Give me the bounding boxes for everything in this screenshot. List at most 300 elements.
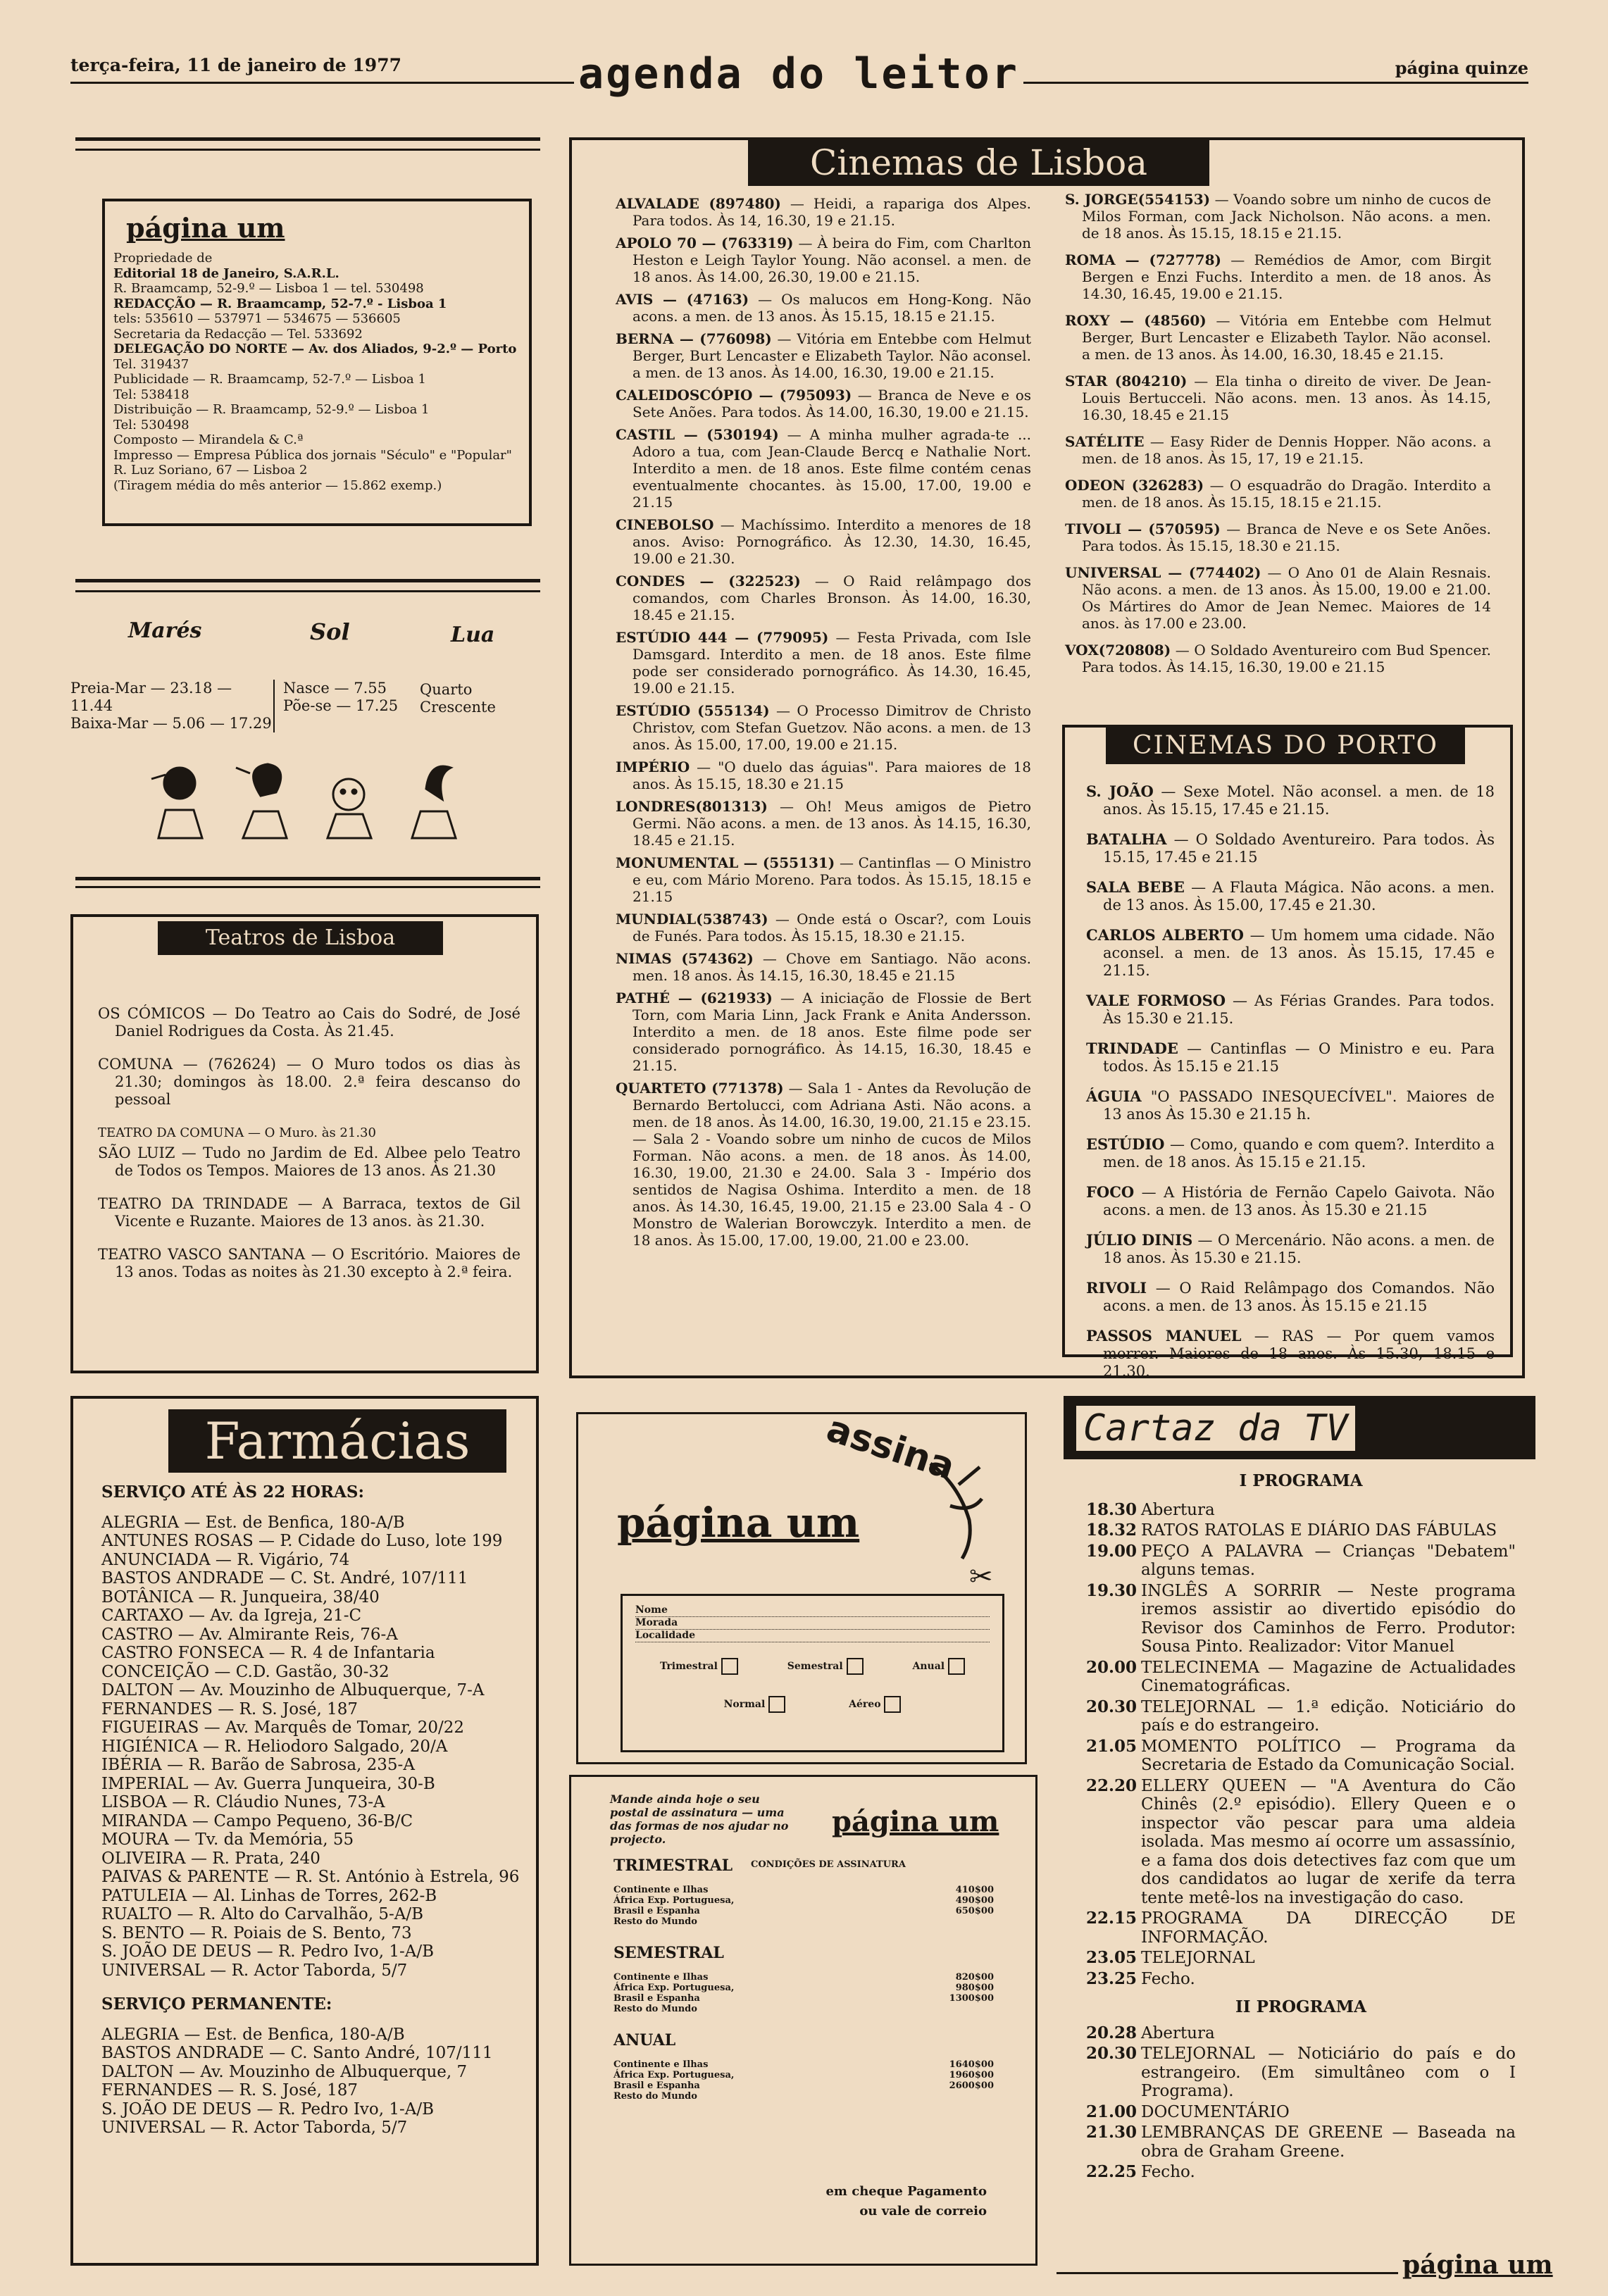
tv-content [1086,1472,1516,2184]
tv-time: 20.28 [1086,2023,1138,2042]
pharmacy-entry: LISBOA — R. Cláudio Nunes, 73-A [101,1793,385,1811]
cinema-entry [616,235,1031,285]
destination-label: Brasil e Espanha [613,1906,700,1916]
cinema-program: — Onde está o Oscar?, com Louis de Funés. Para todos. Às 15.15, 18.30 e 21.15. [632,911,1031,944]
masthead-line: Secretaria da Redacção — Tel. 533692 [113,326,363,342]
cinemas-porto-title: CINEMAS DO PORTO [1106,728,1465,764]
cinema-porto-entry [1086,1087,1495,1123]
teatros-box [70,914,539,1373]
weather-figures-illustration [137,754,525,845]
masthead-line: tels: 535610 — 537971 — 534675 — 536605 [113,311,401,326]
cinema-name: SALA BEBE [1086,878,1185,896]
sunrise: Nasce — 7.55 [283,680,387,697]
masthead-line: DELEGAÇÃO DO NORTE — Av. dos Aliados, 9-2.º — Porto [113,342,517,356]
destination-label: Resto do Mundo [613,1916,697,1927]
moon-heading: Lua [451,623,495,647]
cinema-program: — Os malucos em Hong-Kong. Não acons. a men. de 13 anos. Às 15.15, 18.15 e 21.15. [632,291,1032,325]
conditions-periods [613,1857,994,2119]
tv-entry [1086,1659,1516,1696]
pharmacy-entry: IBÉRIA — R. Barão de Sabrosa, 235-A [101,1756,415,1774]
tv-time: 22.20 [1086,1776,1138,1795]
farmacias-heading-22h: SERVIÇO ATÉ ÀS 22 HORAS: [101,1483,364,1502]
masthead-line: Propriedade de [113,251,213,266]
checkbox-icon [721,1658,738,1675]
footer-logo: página um [1398,2250,1553,2280]
destination-label: Continente e Ilhas [613,1972,709,1983]
cinema-name: CASTIL — (530194) [616,426,779,443]
price-row [613,2070,994,2080]
pharmacy-entry: ANTUNES ROSAS — P. Cidade do Luso, lote 199 [101,1532,503,1550]
pharmacy-entry: S. JOÃO DE DEUS — R. Pedro Ivo, 1-A/B [101,1942,435,1961]
teatro-entry: TEATRO VASCO SANTANA — O Escritório. Maiores de 13 anos. Todas as noites às 21.30 excepto à 2.ª feira. [98,1246,521,1280]
sunset: Põe-se — 17.25 [283,697,399,714]
cinemas-lisboa-right-column [1065,191,1491,685]
tv-entry [1086,1777,1516,1908]
tv-entry [1086,1542,1516,1580]
cinema-program: — O Soldado Aventureiro com Bud Spencer. Para todos. Às 14.15, 16.30, 19.00 e 21.15 [1082,642,1492,675]
pharmacy-entry: MIRANDA — Campo Pequeno, 36-B/C [101,1811,413,1830]
cinema-name: STAR (804210) [1065,373,1188,389]
conditions-heading: CONDIÇÕES DE ASSINATURA [751,1859,906,1870]
subscription-conditions-box [569,1775,1037,2266]
pharmacy-entry: ALEGRIA — Est. de Benfica, 180-A/B [101,2025,405,2044]
tv-description: MOMENTO POLÍTICO — Programa da Secretaria de Estado da Comunicação Social. [1141,1737,1516,1774]
cinemas-porto-box [1062,725,1513,1380]
tv-entry [1086,2163,1516,2182]
cinema-entry [616,854,1031,905]
cinema-name: ÁGUIA [1086,1087,1142,1105]
masthead-line: REDACÇÃO — R. Braamcamp, 52-7.º - Lisboa 1 [113,296,447,311]
price-row [613,1895,994,1906]
period-name: TRIMESTRAL [613,1857,733,1875]
pharmacy-entry: OLIVEIRA — R. Prata, 240 [101,1849,320,1868]
tv-description: Fecho. [1141,2163,1195,2181]
destination-label: África Exp. Portuguesa, [613,2070,735,2080]
tv-box [1064,1396,1535,2266]
pharmacy-entry: HIGIÉNICA — R. Heliodoro Salgado, 20/A [101,1737,448,1756]
low-tide: Baixa-Mar — 5.06 — 17.29 [70,715,272,732]
cinema-name: CALEIDOSCÓPIO — (795093) [616,387,852,404]
tv-description: DOCUMENTÁRIO [1141,2102,1290,2121]
cinema-entry [616,629,1031,697]
pharmacy-entry: MOURA — Tv. da Memória, 55 [101,1830,354,1849]
price-value: 820$00 [955,1972,994,1983]
price-row [613,1916,994,1927]
pharmacy-entry: BASTOS ANDRADE — C. Santo André, 107/111 [101,2044,493,2062]
pharmacy-entry: FERNANDES — R. S. José, 187 [101,1699,359,1718]
tv-programa-1-list [1086,1501,1516,1989]
teatro-entry: TEATRO DA TRINDADE — A Barraca, textos de Gil Vicente e Ruzante. Maiores de 13 anos. às 21.30. [98,1195,521,1230]
tides-block [70,613,549,866]
masthead-line: R. Braamcamp, 52-9.º — Lisboa 1 — tel. 530498 [113,281,424,296]
cinema-name: BERNA — (776098) [616,330,772,347]
masthead-logo: página um [126,212,285,244]
price-value: 490$00 [955,1895,994,1906]
cinema-program: — Sexe Motel. Não aconsel. a men. de 18 anos. Às 15.15, 17.45 e 21.15. [1103,783,1495,818]
cinema-name: MONUMENTAL — (555131) [616,854,835,871]
cinema-name: CARLOS ALBERTO [1086,926,1244,944]
conditions-intro: Mande ainda hoje o seu postal de assinatura — uma das formas de nos ajudar no projecto. [610,1792,789,1846]
moon-phase: Quarto Crescente [420,681,496,716]
cinema-name: S. JOÃO [1086,782,1154,800]
cinema-name: VOX(720808) [1065,642,1171,659]
destination-label: Continente e Ilhas [613,1885,709,1895]
masthead-line: (Tiragem média do mês anterior — 15.862 exemp.) [113,478,442,493]
tv-description: LEMBRANÇAS DE GREENE — Baseada na obra de Graham Greene. [1141,2123,1516,2161]
pharmacy-entry: BOTÂNICA — R. Junqueira, 38/40 [101,1587,380,1606]
cinema-name: JÚLIO DINIS [1086,1231,1193,1249]
cinema-name: BATALHA [1086,830,1167,848]
masthead-box [102,199,532,526]
cinema-entry [1065,564,1491,632]
farmacias-content [101,1483,524,2138]
cinema-program: — Cantinflas — O Ministro e eu, com Mário Moreno. Para todos. Às 15.15, 18.15 e 21.15 [632,854,1031,905]
pharmacy-entry: UNIVERSAL — R. Actor Taborda, 5/7 [101,2119,408,2137]
tv-time: 22.15 [1086,1909,1138,1928]
checkbox-icon [847,1658,864,1675]
tv-entry [1086,1582,1516,1657]
cinema-program: — Um homem uma cidade. Não aconsel. a men. de 13 anos. Às 15.15, 17.45 e 21.15. [1103,927,1495,979]
cinema-name: LONDRES(801313) [616,798,768,815]
tv-description: TELEJORNAL — 1.ª edição. Noticiário do país e do estrangeiro. [1141,1697,1516,1735]
checkbox-icon [884,1696,901,1713]
cinema-entry [616,291,1031,325]
page-header [70,49,1528,113]
cinema-program: — A Flauta Mágica. Não acons. a men. de 13 anos. Às 15.00, 17.45 e 21.30. [1103,879,1495,913]
cinema-porto-entry [1086,1040,1495,1075]
masthead-line: Distribuição — R. Braamcamp, 52-9.º — Lisboa 1 [113,402,430,417]
cinema-entry [616,950,1031,984]
tv-programa-2-heading: II PROGRAMA [1235,1997,1366,2016]
cinema-program: — Chove em Santiago. Não acons. men. 18 anos. Às 14.15, 16.30, 18.45 e 21.15 [632,950,1032,984]
form-address-field[interactable] [635,1617,990,1630]
scissors-icon: ✂ [969,1561,993,1593]
masthead-details [113,251,521,493]
pharmacy-entry: FIGUEIRAS — Av. Marquês de Tomar, 20/22 [101,1718,465,1737]
cinema-program: — Branca de Neve e os Sete Anões. Para todos. Às 15.15, 18.30 e 21.15. [1082,520,1492,554]
cinema-program: "O PASSADO INESQUECÍVEL". Maiores de 13 anos Às 15.30 e 21.15 h. [1103,1088,1495,1123]
cinema-program: — Machíssimo. Interdito a menores de 18 anos. Aviso: Pornográfico. Às 12.30, 14.30, 16.45, 19.00 e 21.30. [632,516,1031,567]
locality-label: Localidade [635,1630,695,1641]
price-row [613,1885,994,1895]
cinema-program: — A iniciação de Flossie de Bert Torn, com Maria Linn, Jack Frank e Anita Andersson. Interdito a men. de 18 anos. Este filme pode ser considerado pornográfico. Às 14.15, 16.30, 18.45 e 21.15. [632,990,1032,1074]
subscription-coupon [576,1407,1027,1764]
cinema-entry [1065,433,1491,467]
tv-entry [1086,2103,1516,2122]
cinema-entry [616,195,1031,229]
cinema-program: — À beira do Fim, com Charlton Heston e Leigh Taylor Young. Não aconsel. a men. de 18 anos. Às 14.00, 26.30, 19.00 e 21.15. [632,235,1031,285]
conditions-period [613,1944,994,2014]
teatro-entry: COMUNA — (762624) — O Muro todos os dias às 21.30; domingos às 18.00. 2.ª feira descanso do pessoal [98,1056,521,1108]
cinema-program: — Sala 1 - Antes da Revolução de Bernardo Bertolucci, com Adriana Asti. Não acons. a men. de 18 anos. Às 14.00, 16.30, 19.00, 21.15 e 23.15. — Sala 2 - Voando sobre um ninho de cucos de Milos Forman. Não acons. a men. de 18 anos. Às 14.00, 16.30, 19.00, 21.30 e 24.00. Sala 3 - Império dos sentidos de Nagisa Oshima. Interdito a men. de 18 anos. Às 14.30, 16.45, 19.00, 21.15 e 23.00 Sala 4 - O Monstro de Walerian Borowczyk. Interdito a men. de 18 anos. Às 15.00, 17.00, 19.00, 21.00 e 23.00. [632,1080,1031,1249]
cinema-program: — A minha mulher agrada-te ... Adoro a tua, com Jean-Claude Bercq e Nathalie Nort. Interdito a men. de 18 anos. Este filme contém cenas eventualmente chocantes. às 15.00, 17.00, 19.00 e 21.15 [632,426,1032,511]
farmacias-list-22h [101,1514,524,1980]
masthead-line: Editorial 18 de Janeiro, S.A.R.L. [113,266,339,281]
cinema-entry [616,1080,1031,1249]
cinema-porto-entry [1086,1327,1495,1380]
cinema-porto-entry [1086,992,1495,1028]
tv-time: 19.00 [1086,1541,1138,1561]
tv-time: 21.00 [1086,2102,1138,2121]
cinema-name: SATÉLITE [1065,433,1145,450]
teatro-entry: TEATRO DA COMUNA — O Muro. às 21.30 [98,1125,376,1140]
tv-entry [1086,1698,1516,1735]
cinema-entry [616,426,1031,511]
page-number: página quinze [1390,58,1528,78]
cinema-name: ALVALADE (897480) [616,195,781,212]
cinema-name: AVIS — (47163) [616,291,749,308]
cinema-program: — RAS — Por quem vamos morrer. Maiores de 18 anos. Às 15.30, 18.15 e 21.30. [1103,1328,1495,1380]
pharmacy-entry: CARTAXO — Av. da Igreja, 21-C [101,1606,362,1625]
farmacias-list-permanente [101,2026,524,2138]
cinema-name: S. JORGE(554153) [1065,191,1211,208]
destination-label: Brasil e Espanha [613,2080,700,2091]
cinema-name: CONDES — (322523) [616,573,801,589]
tv-entry [1086,1949,1516,1968]
tv-entry [1086,1737,1516,1775]
tv-description: Fecho. [1141,1969,1195,1988]
tv-programa-2-list [1086,2024,1516,2182]
teatro-entry: OS CÓMICOS — Do Teatro ao Cais do Sodré, de José Daniel Rodrigues da Costa. Às 21.45. [98,1005,521,1040]
cinema-program: — Branca de Neve e os Sete Anões. Para todos. Às 14.00, 16.30, 19.00 e 21.15. [632,387,1032,420]
option-aereo[interactable] [849,1696,901,1713]
cinema-entry [616,330,1031,381]
price-value: 2600$00 [949,2080,994,2091]
pharmacy-entry: ALEGRIA — Est. de Benfica, 180-A/B [101,1513,405,1532]
tides-times [70,680,275,732]
cinema-porto-entry [1086,1231,1495,1267]
hand-pen-illustration [916,1456,994,1562]
teatros-list [98,1005,521,1297]
issue-date: terça-feira, 11 de janeiro de 1977 [70,55,407,75]
tv-time: 23.25 [1086,1969,1138,1988]
destination-label: África Exp. Portuguesa, [613,1895,735,1906]
period-name: SEMESTRAL [613,1944,724,1962]
cinema-name: RIVOLI [1086,1279,1147,1297]
masthead-line: Composto — Mirandela & C.ª [113,432,304,447]
tv-time: 22.25 [1086,2162,1138,2181]
price-row [613,2091,994,2102]
tv-description: Abertura [1141,1500,1215,1519]
pharmacy-entry: BASTOS ANDRADE — C. St. André, 107/111 [101,1569,468,1587]
cinema-program: — Voando sobre um ninho de cucos de Milos Forman, com Jack Nicholson. Não acons. a men. de 18 anos. Às 15.15, 18.15 e 21.15. [1082,191,1491,242]
price-value: 650$00 [955,1906,994,1916]
price-row [613,2059,994,2070]
tv-entry [1086,2045,1516,2101]
price-value: 410$00 [955,1885,994,1895]
cinema-program: — O Raid relâmpago dos comandos, com Charles Bronson. Às 14.00, 16.30, 18.45 e 21.15. [632,573,1032,623]
destination-label: África Exp. Portuguesa, [613,1983,735,1993]
tv-description: RATOS RATOLAS E DIÁRIO DAS FÁBULAS [1141,1521,1497,1540]
tv-time: 20.30 [1086,1697,1138,1716]
price-row [613,1983,994,1993]
tv-entry [1086,1521,1516,1540]
cinema-program: — Heidi, a rapariga dos Alpes. Para todos. Às 14, 16.30, 19 e 21.15. [632,195,1032,229]
cinema-entry [616,759,1031,792]
cinema-program: — Cantinflas — O Ministro e eu. Para todos. Às 15.15 e 21.15 [1103,1040,1495,1075]
destination-label: Resto do Mundo [613,2091,697,2102]
cinema-name: VALE FORMOSO [1086,992,1226,1009]
period-name: ANUAL [613,2031,676,2049]
sun-heading: Sol [310,618,350,645]
cinemas-lisboa-box [569,137,1525,1378]
tv-description: PROGRAMA DA DIRECÇÃO DE INFORMAÇÃO. [1141,1909,1516,1947]
section-title: agenda do leitor [574,49,1023,99]
checkbox-icon [768,1696,785,1713]
cinema-entry [1065,373,1491,423]
farmacias-heading-permanente: SERVIÇO PERMANENTE: [101,1995,332,2014]
price-value: 1960$00 [949,2070,994,2080]
tv-time: 18.30 [1086,1499,1138,1519]
price-row [613,1993,994,2004]
pharmacy-entry: RUALTO — R. Alto do Carvalhão, 5-A/B [101,1905,424,1923]
cinema-entry [1065,642,1491,675]
cinema-entry [616,516,1031,567]
cinema-name: TRINDADE [1086,1040,1178,1057]
cinema-program: — Ela tinha o direito de viver. De Jean-Louis Bertucceli. Não acons. men. 13 anos. Às 14.15, 16.30, 18.45 e 21.15 [1082,373,1491,423]
cinema-name: ODEON (326283) [1065,477,1204,494]
cinema-entry [1065,191,1491,242]
tv-description: TELECINEMA — Magazine de Actualidades Cinematográficas. [1141,1658,1516,1695]
cinema-porto-entry [1086,830,1495,866]
cinema-entry [616,990,1031,1074]
tv-description: TELEJORNAL [1141,1949,1255,1967]
cinema-name: ESTÚDIO (555134) [616,702,770,719]
price-row [613,1972,994,1983]
teatro-entry: SÃO LUIZ — Tudo no Jardim de Ed. Albee pelo Teatro de Todos os Tempos. Maiores de 13 anos. Às 21.30 [98,1144,521,1179]
high-tide: Preia-Mar — 23.18 — 11.44 [70,680,232,714]
cinema-program: — "O duelo das águias". Para maiores de 18 anos. Às 15.15, 18.30 e 21.15 [632,759,1031,792]
conditions-footer: em cheque Pagamento ou vale de correio [825,2184,987,2219]
cinemas-lisboa-title: Cinemas de Lisboa [748,140,1209,186]
tv-time: 19.30 [1086,1580,1138,1600]
pharmacy-entry: UNIVERSAL — R. Actor Taborda, 5/7 [101,1961,408,1980]
cinema-name: PASSOS MANUEL [1086,1327,1242,1344]
price-row [613,2004,994,2014]
address-label: Morada [635,1617,678,1628]
price-value: 1300$00 [949,1993,994,2004]
tv-entry [1086,2123,1516,2161]
cinema-program: — O Soldado Aventureiro. Para todos. Às 15.15, 17.45 e 21.15 [1103,831,1495,866]
tv-time: 20.30 [1086,2044,1138,2063]
checkbox-icon [948,1658,965,1675]
masthead-line: Publicidade — R. Braamcamp, 52-7.º — Lisboa 1 [113,372,426,387]
tv-time: 18.32 [1086,1521,1138,1540]
option-normal[interactable] [724,1696,786,1713]
tv-time: 21.05 [1086,1736,1138,1756]
normal-label: Normal [723,1699,766,1710]
name-label: Nome [635,1604,668,1616]
masthead-line: Tel. 319437 [113,356,189,372]
cinema-program: — Vitória em Entebbe com Helmut Berger, Burt Lencaster e Elizabeth Taylor. Não aconsel. a men. de 13 anos. Às 14.00, 16.30, 18.45 e 21.15. [1082,312,1491,363]
cinema-porto-entry [1086,878,1495,914]
price-value: 1640$00 [949,2059,994,2070]
option-anual[interactable] [913,1658,965,1675]
cinema-name: PATHÉ — (621933) [616,990,773,1006]
cinema-name: ROXY — (48560) [1065,312,1207,329]
pharmacy-entry: ANUNCIADA — R. Vigário, 74 [101,1550,350,1569]
farmacias-title: Farmácias [168,1409,506,1473]
cinema-entry [616,911,1031,944]
cinema-program: — As Férias Grandes. Para todos. Às 15.30 e 21.15. [1103,992,1495,1027]
option-trimestral[interactable] [660,1658,738,1675]
cinema-name: IMPÉRIO [616,759,690,775]
pharmacy-entry: DALTON — Av. Mouzinho de Albuquerque, 7 [101,2062,468,2081]
tv-description: INGLÊS A SORRIR — Neste programa iremos assistir ao divertido episódio do Revisor dos Caminhos de Ferro. Produtor: Sousa Pinto. Realizador: Vitor Manuel [1141,1581,1516,1656]
cinema-entry [1065,312,1491,363]
conditions-period [613,1857,994,1927]
cinema-name: ROMA — (727778) [1065,251,1221,268]
cinema-program: — Easy Rider de Dennis Hopper. Não acons. a men. de 18 anos. Às 15, 17, 19 e 21.15. [1082,433,1491,467]
cinema-name: ESTÚDIO [1086,1135,1165,1153]
assina-stamp: assina [821,1407,960,1489]
cinema-program: — O esquadrão do Dragão. Interdito a men. de 18 anos. Às 15.15, 18.15 e 21.15. [1082,477,1491,511]
aereo-label: Aéreo [849,1699,881,1710]
cinemas-lisboa-left-column [616,195,1031,1254]
tv-description: TELEJORNAL — Noticiário do país e do estrangeiro. (Em simultâneo com o I Programa). [1141,2045,1516,2100]
cinema-name: APOLO 70 — (763319) [616,235,794,251]
pharmacy-entry: S. BENTO — R. Poiais de S. Bento, 73 [101,1923,412,1942]
cinema-program: — Remédios de Amor, com Birgit Bergen e Enzi Fuchs. Interdito a men. de 18 anos. Às 14.30, 16.45, 19.00 e 21.15. [1082,251,1491,302]
option-semestral[interactable] [787,1658,864,1675]
masthead-line: Tel: 538418 [113,387,189,402]
tv-time: 23.05 [1086,1948,1138,1967]
coupon-logo: página um [617,1499,860,1547]
cinema-program: — Oh! Meus amigos de Pietro Germi. Não acons. a men. de 13 anos. Às 14.15, 16.30, 18.45 e 21.15. [632,798,1031,849]
cinema-name: TIVOLI — (570595) [1065,520,1221,537]
tv-entry [1086,1501,1516,1520]
form-locality-field[interactable] [635,1630,990,1642]
pharmacy-entry: CASTRO — Av. Almirante Reis, 76-A [101,1625,398,1644]
coupon-form [621,1594,1004,1752]
cinema-name: NIMAS (574362) [616,950,754,967]
tides-heading: Marés [128,618,202,643]
cinema-porto-entry [1086,1135,1495,1171]
pharmacy-entry: PATULEIA — Al. Linhas de Torres, 262-B [101,1886,437,1905]
masthead-line: Impresso — Empresa Pública dos jornais "Século" e "Popular" [113,447,512,463]
cinema-program: — O Ano 01 de Alain Resnais. Não acons. a men. de 13 anos. Às 15.00, 19.00 e 21.00. Os Mártires do Amor de Jean Nemec. Maiores de 14 anos. às 17.00 e 23.00. [1082,564,1492,632]
tv-entry [1086,1970,1516,1989]
sun-times [283,680,410,715]
cinema-entry [616,387,1031,420]
cinema-entry [1065,520,1491,554]
pharmacy-entry: FERNANDES — R. S. José, 187 [101,2081,359,2100]
cinema-entry [616,702,1031,753]
pharmacy-entry: CONCEIÇÃO — C.D. Gastão, 30-32 [101,1662,389,1681]
form-name-field[interactable] [635,1604,990,1617]
cinema-porto-entry [1086,1279,1495,1315]
destination-label: Resto do Mundo [613,2004,697,2014]
teatros-title: Teatros de Lisboa [158,921,443,955]
tv-time: 20.00 [1086,1657,1138,1677]
cinema-name: CINEBOLSO [616,516,714,533]
cinema-program: — Como, quando e com quem?. Interdito a men. de 18 anos. Às 15.15 e 21.15. [1103,1136,1495,1171]
tv-programa-1-heading: I PROGRAMA [1239,1471,1363,1490]
cinemas-porto-list [1086,782,1495,1392]
cinema-name: ESTÚDIO 444 — (779095) [616,629,829,646]
tv-entry [1086,1909,1516,1947]
pharmacy-entry: PAIVAS & PARENTE — R. St. António à Estrela, 96 [101,1868,520,1886]
tv-title: Cartaz da TV [1076,1406,1355,1451]
cinema-porto-entry [1086,782,1495,818]
cinema-entry [616,573,1031,623]
pharmacy-entry: DALTON — Av. Mouzinho de Albuquerque, 7-A [101,1681,485,1699]
trimestral-label: Trimestral [659,1661,718,1672]
price-value: 980$00 [955,1983,994,1993]
anual-label: Anual [912,1661,945,1672]
cinema-entry [1065,251,1491,302]
cinema-entry [616,798,1031,849]
